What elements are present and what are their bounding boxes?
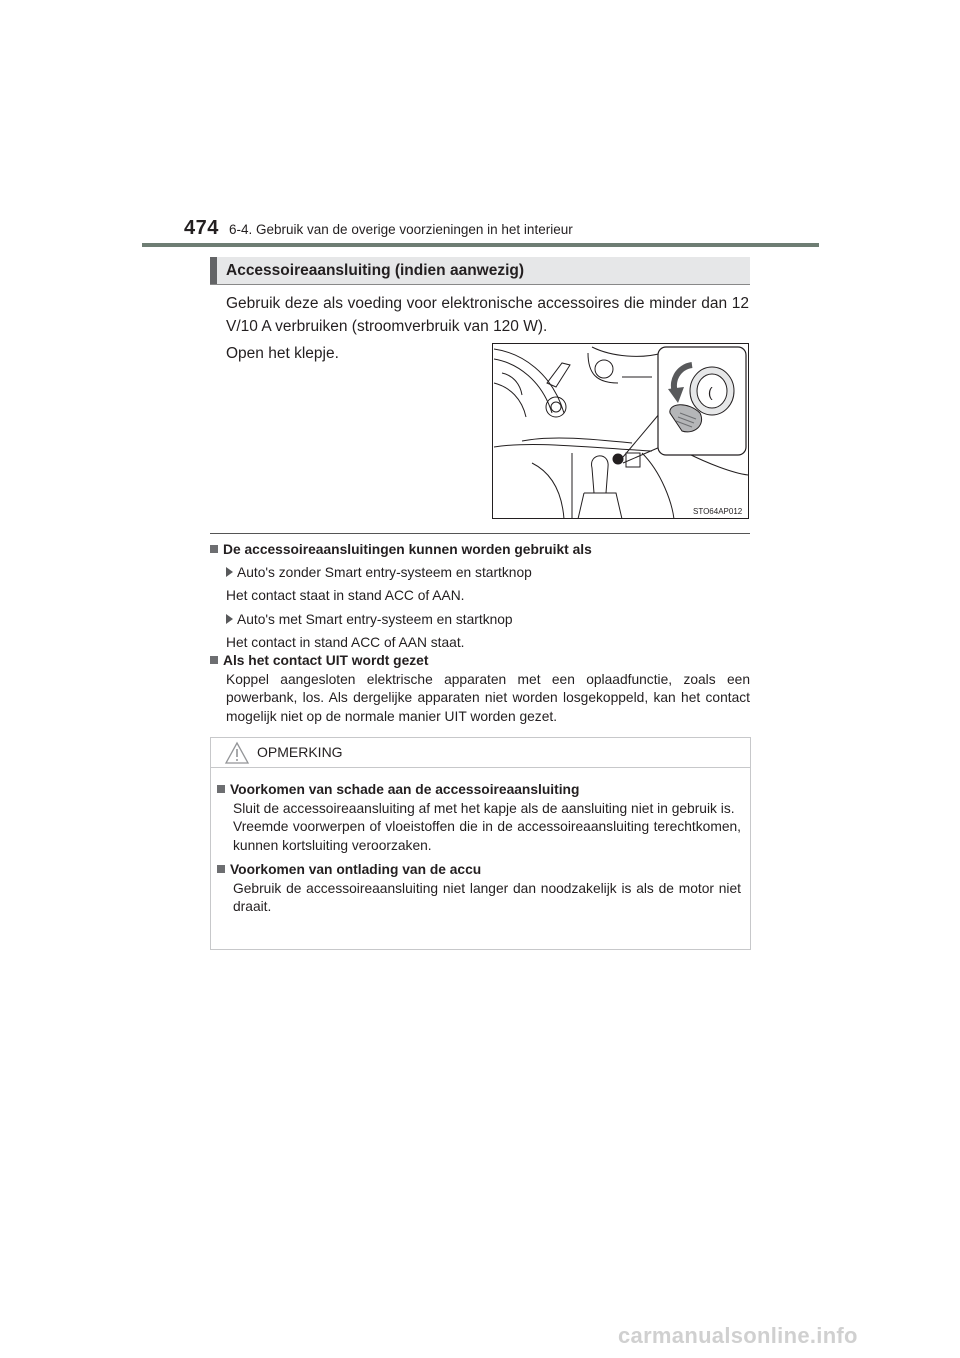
contact-off-heading: Als het contact UIT wordt gezet — [210, 652, 750, 671]
page-number: 474 — [184, 217, 219, 239]
section-accent — [210, 257, 217, 284]
usage-item: Auto's met Smart entry-systeem en startknop — [210, 611, 750, 630]
notice-box — [210, 737, 751, 950]
notice-item-text: Sluit de accessoireaansluiting af met het kapje als de aansluiting niet in gebruik is. — [233, 800, 735, 816]
usage-item: Auto's zonder Smart entry-systeem en startknop — [210, 564, 750, 583]
section-heading-bar — [210, 257, 750, 285]
usage-info — [210, 541, 750, 653]
arrow-bullet-icon — [226, 567, 233, 577]
svg-text:(: ( — [708, 384, 713, 400]
notice-item-heading: Voorkomen van ontlading van de accu — [217, 861, 741, 880]
figure-code: STO64AP012 — [693, 507, 743, 516]
section-intro: Gebruik deze als voeding voor elektronische accessoires die minder dan 12 V/10 A verbruiken (stroomverbruik van 120 W). — [226, 295, 749, 335]
header-rule — [142, 243, 819, 247]
square-bullet-icon — [217, 785, 225, 793]
notice-body — [217, 781, 741, 917]
watermark: carmanualsonline.info — [618, 1323, 858, 1348]
step-instruction: Open het klepje. — [226, 345, 339, 362]
usage-heading: De accessoireaansluitingen kunnen worden gebruikt als — [210, 541, 750, 560]
notice-header — [211, 738, 750, 768]
usage-item-text: Het contact staat in stand ACC of AAN. — [226, 588, 465, 603]
usage-item-text: Het contact in stand ACC of AAN staat. — [226, 635, 465, 650]
section-divider — [210, 533, 750, 534]
notice-item-heading: Voorkomen van schade aan de accessoireaansluiting — [217, 781, 741, 800]
contact-off-text: Koppel aangesloten elektrische apparaten met een oplaadfunctie, zoals een powerbank, los. Als dergelijke apparaten niet worden losgekoppeld, kan het contact mogelijk niet op de normale manier UIT worden gezet. — [226, 671, 750, 724]
chapter-title: 6-4. Gebruik van de overige voorzieningen in het interieur — [229, 222, 573, 237]
square-bullet-icon — [210, 656, 218, 664]
section-title: Accessoireaansluiting (indien aanwezig) — [226, 262, 525, 279]
notice-label: OPMERKING — [257, 744, 343, 760]
accessory-socket-illustration — [492, 343, 749, 519]
notice-item-text: Gebruik de accessoireaansluiting niet langer dan noodzakelijk is als de motor niet draait. — [233, 880, 741, 914]
square-bullet-icon — [210, 545, 218, 553]
notice-item-text: Vreemde voorwerpen of vloeistoffen die in de accessoireaansluiting terechtkomen, kunnen kortsluiting veroorzaken. — [233, 819, 741, 853]
arrow-bullet-icon — [226, 614, 233, 624]
warning-triangle-icon — [224, 741, 250, 765]
square-bullet-icon — [217, 865, 225, 873]
contact-off-info — [210, 652, 750, 726]
